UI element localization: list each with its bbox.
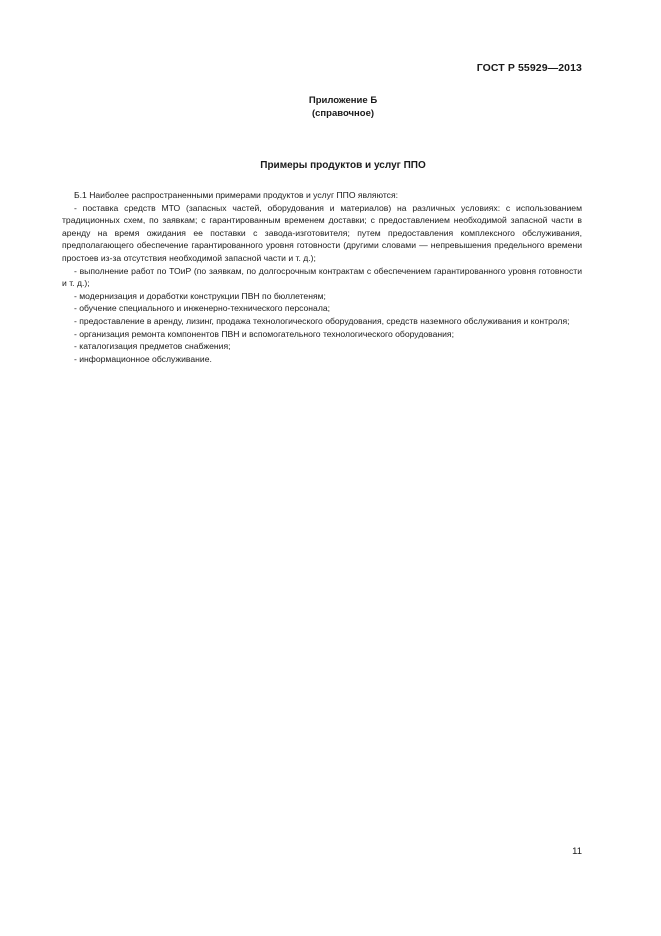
page-number: 11 [572, 846, 582, 857]
list-item: - выполнение работ по ТОиР (по заявкам, по долгосрочным контрактам с обеспечением гарантированного уровня готовности и т. д.); [62, 265, 582, 289]
list-item: - модернизация и доработки конструкции ПВН по бюллетеням; [74, 290, 326, 301]
list-item: - предоставление в аренду, лизинг, продажа технологического оборудования, средств наземного обслуживания и контроля; [74, 315, 570, 326]
list-item: - каталогизация предметов снабжения; [74, 341, 231, 352]
list-item: - организация ремонта компонентов ПВН и вспомогательного технологического оборудования; [74, 328, 454, 339]
appendix-heading [0, 94, 661, 120]
list-item: - информационное обслуживание. [74, 353, 212, 364]
list-item: - поставка средств МТО (запасных частей, оборудования и материалов) на различных условиях: с использованием традиционных схем, по заявкам; с гарантированным временем доставки; с предоставлением необходимой запасной части в аренду на время ожидания ее поставки с завода-изготовителя; путем предоставления комплексного обслуживания, предполагающего обеспечение гарантированного уровня готовности (другими словами — непревышения предельного времени простоев из-за отсутствия необходимой запасной части и т. д.); [62, 202, 582, 263]
section-title: Примеры продуктов и услуг ППО [260, 160, 426, 171]
list-item: - обучение специального и инженерно-технического персонала; [74, 303, 331, 314]
document-code: ГОСТ Р 55929—2013 [476, 62, 582, 74]
document-body [62, 189, 582, 365]
appendix-title: Приложение Б [308, 95, 378, 106]
lead-paragraph: Б.1 Наиболее распространенными примерами продуктов и услуг ППО являются: [74, 190, 399, 200]
appendix-kind: (справочное) [311, 108, 375, 119]
